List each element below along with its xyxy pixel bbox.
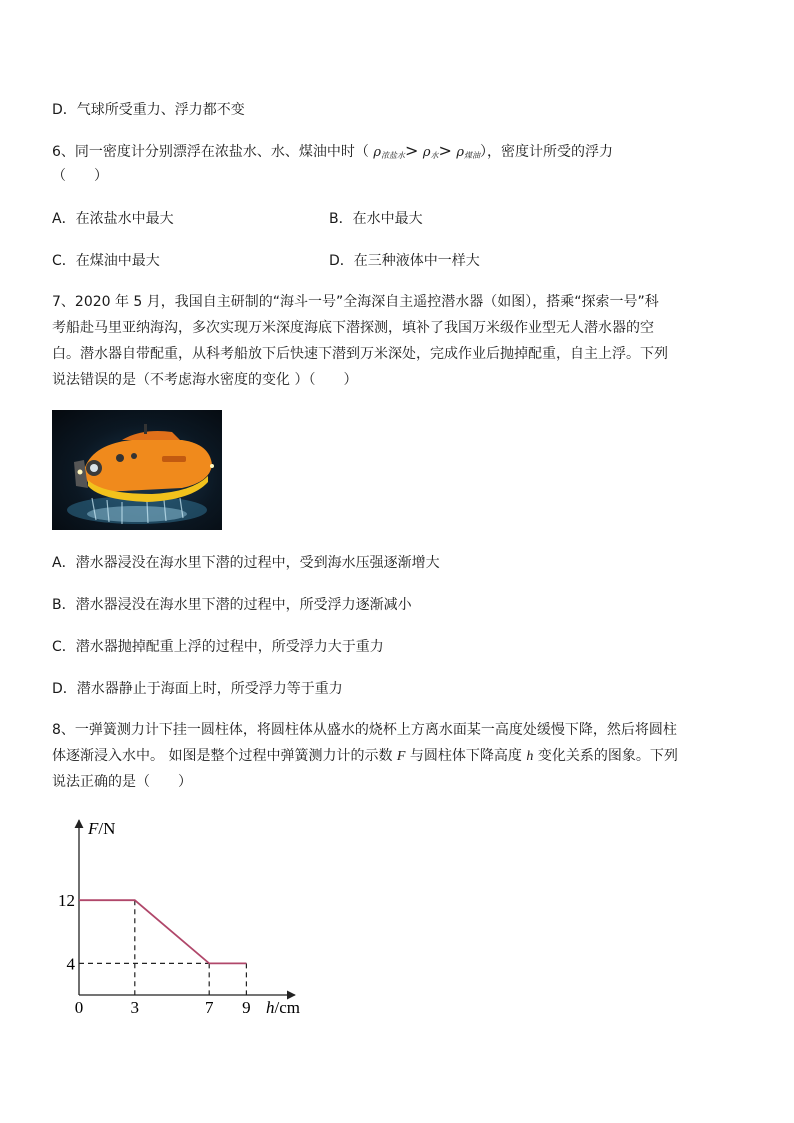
q7-option-b: B．潜水器浸没在海水里下潜的过程中，所受浮力逐渐减小: [52, 597, 412, 613]
q6-stem: [52, 141, 613, 166]
rho-subscript-water: 水: [430, 151, 439, 160]
q8-stem-line2-mid: 与圆柱体下降高度: [405, 748, 527, 764]
y-tick-label: 4: [66, 954, 75, 974]
q8-stem-line2-pre: 体逐渐浸入水中。 如图是整个过程中弹簧测力计的示数: [52, 748, 397, 764]
q7-option-c: C．潜水器抛掉配重上浮的过程中，所受浮力大于重力: [52, 639, 384, 655]
q7-stem-line3: 白。潜水器自带配重，从科考船放下后快速下潜到万米深处，完成作业后抛掉配重，自主上浮。下列: [52, 346, 668, 362]
q8-stem-line3: 说法正确的是（ ）: [52, 774, 192, 790]
y-tick-labels: [58, 891, 76, 973]
q8-stem-line1: 8、一弹簧测力计下挂一圆柱体，将圆柱体从盛水的烧杯上方离水面某一高度处缓慢下降，然后将圆柱: [52, 722, 677, 738]
rho-subscript-brine: 浓盐水: [381, 151, 406, 160]
rho-subscript-kerosene: 煤油: [464, 151, 481, 160]
q8-stem-line2: [52, 746, 678, 767]
q6-stem-post: ），密度计所受的浮力: [480, 144, 614, 160]
dashed-guides: [79, 900, 246, 995]
q7-option-a: A．潜水器浸没在海水里下潜的过程中，受到海水压强逐渐增大: [52, 555, 440, 571]
y-tick-label: 12: [58, 891, 75, 911]
x-tick-label: 7: [204, 998, 214, 1017]
q8-stem-line2-post: 变化关系的图象。下列: [533, 748, 678, 764]
rho-symbol: ρ: [456, 145, 465, 160]
variable-h: h: [526, 749, 534, 764]
greater-than: >: [438, 141, 452, 160]
submersible-photo: [52, 410, 222, 530]
variable-f: F: [396, 749, 406, 764]
submersible-illustration: [52, 410, 222, 530]
force-height-graph: [40, 810, 360, 1040]
q6-answer-bracket: （ ）: [52, 168, 108, 184]
q7-option-d: D．潜水器静止于海面上时，所受浮力等于重力: [52, 681, 343, 697]
q6-option-c: C．在煤油中最大: [52, 253, 160, 269]
q7-stem-line4: 说法错误的是（不考虑海水密度的变化 ）（ ）: [52, 372, 358, 388]
q6-option-a: A．在浓盐水中最大: [52, 211, 174, 227]
x-tick-label: 0: [74, 998, 84, 1017]
x-tick-labels: [75, 998, 251, 1017]
q7-stem-line2: 考船赴马里亚纳海沟，多次实现万米深度海底下潜探测，填补了我国万米级作业型无人潜水器的空: [52, 320, 654, 336]
y-axis-label: F/N: [88, 819, 116, 838]
q7-stem-line1: 7、2020 年 5 月，我国自主研制的“海斗一号”全海深自主遥控潜水器（如图），搭乘“探索一号”科: [52, 294, 659, 310]
q5-option-d: D．气球所受重力、浮力都不变: [52, 102, 245, 118]
q6-option-b: B．在水中最大: [329, 211, 423, 227]
x-tick-label: 9: [242, 998, 251, 1017]
q6-option-d: D．在三种液体中一样大: [329, 253, 480, 269]
greater-than: >: [405, 141, 419, 160]
rho-symbol: ρ: [373, 145, 382, 160]
force-curve: [79, 900, 246, 963]
q6-stem-pre: 6、同一密度计分别漂浮在浓盐水、水、煤油中时（: [52, 144, 369, 160]
x-axis-label: h/cm: [266, 998, 300, 1017]
x-tick-label: 3: [130, 998, 140, 1017]
rho-symbol: ρ: [422, 145, 431, 160]
